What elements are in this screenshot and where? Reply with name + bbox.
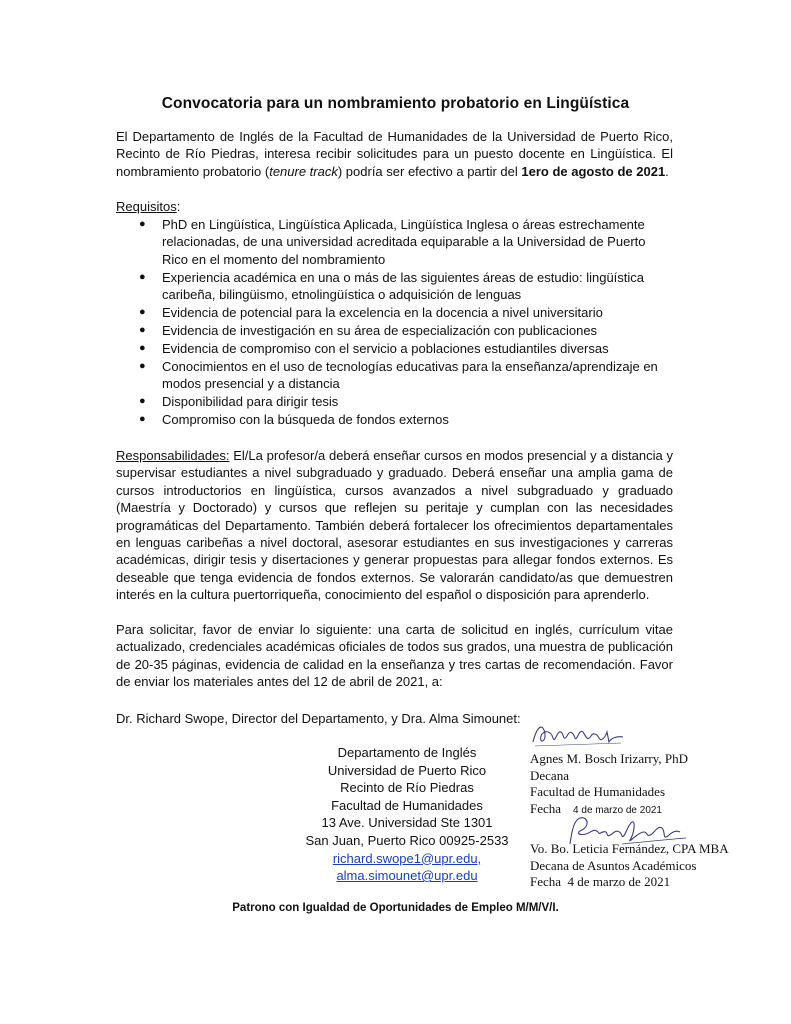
intro-italic: tenure track: [269, 163, 338, 179]
requirement-text: Experiencia académica en una o más de las siguientes áreas de estudio: lingüística caribeña, bilingüismo, etnolingüística o adquisición de lenguas: [162, 269, 645, 303]
requirements-list: [116, 216, 673, 429]
address-line: 13 Ave. Universidad Ste 1301: [321, 815, 493, 831]
footer-equal-opportunity: Patrono con Igualdad de Oportunidades de Empleo M/M/V/I.: [232, 902, 559, 914]
signatory-1-name: Agnes M. Bosch Irizarry, PhD: [530, 751, 689, 766]
application-paragraph: Para solicitar, favor de enviar lo siguiente: una carta de solicitud en inglés, currículum vitae actualizado, credenciales académicas oficiales de todos sus grados, una muestra de publicación de 20-35 páginas, evidencia de calidad en la enseñanza y tres cartas de recomendación. Favor de enviar los materiales antes del 12 de abril de 2021, a:: [116, 622, 673, 690]
bullet-icon: ●: [139, 270, 146, 283]
responsibilities-heading: Responsabilidades:: [116, 448, 230, 463]
signatory-2-name: Vo. Bo. Leticia Fernández, CPA MBA: [530, 841, 729, 856]
list-item: [116, 358, 673, 393]
bullet-icon: ●: [139, 341, 146, 354]
address-line: Facultad de Humanidades: [331, 797, 483, 813]
list-item: [116, 393, 673, 410]
requirement-text: PhD en Lingüística, Lingüística Aplicada, Lingüística Inglesa o áreas estrechamente relacionadas, de una universidad acreditada equiparable a la Universidad de Puerto Rico en el momento del nombramiento: [162, 217, 646, 267]
bullet-icon: ●: [139, 359, 146, 372]
signatory-1-title: Decana: [530, 767, 569, 783]
address-line: Recinto de Río Piedras: [340, 780, 474, 796]
intro-text-2: ) podría ser efectivo a partir del: [337, 163, 522, 179]
requirements-heading-colon: :: [176, 199, 181, 214]
list-item: [116, 216, 673, 268]
signatory-2-title: Decana de Asuntos Académicos: [530, 857, 697, 873]
intro-text-3: .: [665, 163, 669, 179]
requirement-text: Compromiso con la búsqueda de fondos externos: [162, 411, 449, 427]
contact-line: Dr. Richard Swope, Director del Departamento, y Dra. Alma Simounet:: [116, 711, 521, 726]
requirement-text: Disponibilidad para dirigir tesis: [162, 394, 339, 410]
responsibilities-text: El/La profesor/a deberá enseñar cursos en modos presencial y a distancia y supervisar estudiantes a nivel subgraduado y graduado. Deberá enseñar una amplia gama de cursos introductorios en lingüística, cursos avanzados a nivel subgraduado y graduado (Maestría y Doctorado) y cursos que reflejen su peritaje y cumplan con las necesidades programáticas del Departamento. También deberá fortalecer los ofrecimientos departamentales en lenguas caribeñas a nivel doctoral, asesorar estudiantes en sus investigaciones y carreras académicas, dirigir tesis y disertaciones y generar propuestas para allegar fondos externos. Es deseable que tenga evidencia de fondos externos. Se valorarán candidato/as que demuestren interés en la cultura puertorriqueña, conocimiento del español o disposición para aprenderlo.: [116, 448, 673, 603]
signatory-2: [530, 841, 729, 891]
requirements-heading-text: Requisitos: [116, 199, 177, 214]
bullet-icon: ●: [139, 323, 146, 336]
requirement-text: Evidencia de potencial para la excelencia en la docencia a nivel universitario: [162, 305, 603, 321]
list-item: [116, 269, 673, 304]
requirement-text: Evidencia de compromiso con el servicio a poblaciones estudiantiles diversas: [162, 340, 609, 356]
requirements-heading: [116, 199, 180, 214]
bullet-icon: ●: [139, 218, 146, 230]
responsibilities-paragraph: [116, 447, 673, 604]
signatory-1-date: 4 de marzo de 2021: [573, 804, 662, 816]
address-line: Universidad de Puerto Rico: [327, 762, 487, 778]
list-item: [116, 411, 673, 428]
signatory-2-date-label: Fecha: [530, 874, 562, 889]
email-link-simounet[interactable]: alma.simounet@upr.edu: [336, 868, 478, 884]
bullet-icon: ●: [139, 412, 146, 425]
document-title: Convocatoria para un nombramiento probatorio en Lingüística: [161, 95, 630, 112]
list-item: [116, 304, 673, 321]
signatory-1-unit: Facultad de Humanidades: [530, 784, 666, 799]
bullet-icon: ●: [139, 395, 146, 408]
start-date: 1ero de agosto de 2021: [521, 163, 666, 179]
bullet-icon: ●: [139, 306, 146, 319]
mailing-address: [282, 744, 532, 885]
signatory-2-date: 4 de marzo de 2021: [567, 874, 671, 889]
signatory-1: [530, 751, 688, 819]
requirement-text: Conocimientos en el uso de tecnologías educativas para la enseñanza/aprendizaje en modos presencial y a distancia: [162, 358, 658, 392]
requirement-text: Evidencia de investigación en su área de especialización con publicaciones: [162, 322, 598, 338]
signatory-2-date-line: [530, 874, 729, 891]
list-item: [116, 340, 673, 357]
list-item: [116, 322, 673, 339]
address-line: San Juan, Puerto Rico 00925-2533: [305, 832, 509, 848]
email-link-swope[interactable]: richard.swope1@upr.edu,: [332, 850, 482, 866]
signatory-1-date-label: Fecha: [530, 800, 562, 816]
intro-paragraph: [116, 128, 673, 180]
address-line: Departamento de Inglés: [337, 745, 477, 760]
signature-agnes-bosch: [527, 712, 627, 752]
intro-text-1: El Departamento de Inglés de la Facultad de Humanidades de la Universidad de Puerto Rico, Recinto de Río Piedras, interesa recibir solicitudes para un puesto docente en Lingüística. El nombramiento probatorio (: [116, 129, 673, 179]
